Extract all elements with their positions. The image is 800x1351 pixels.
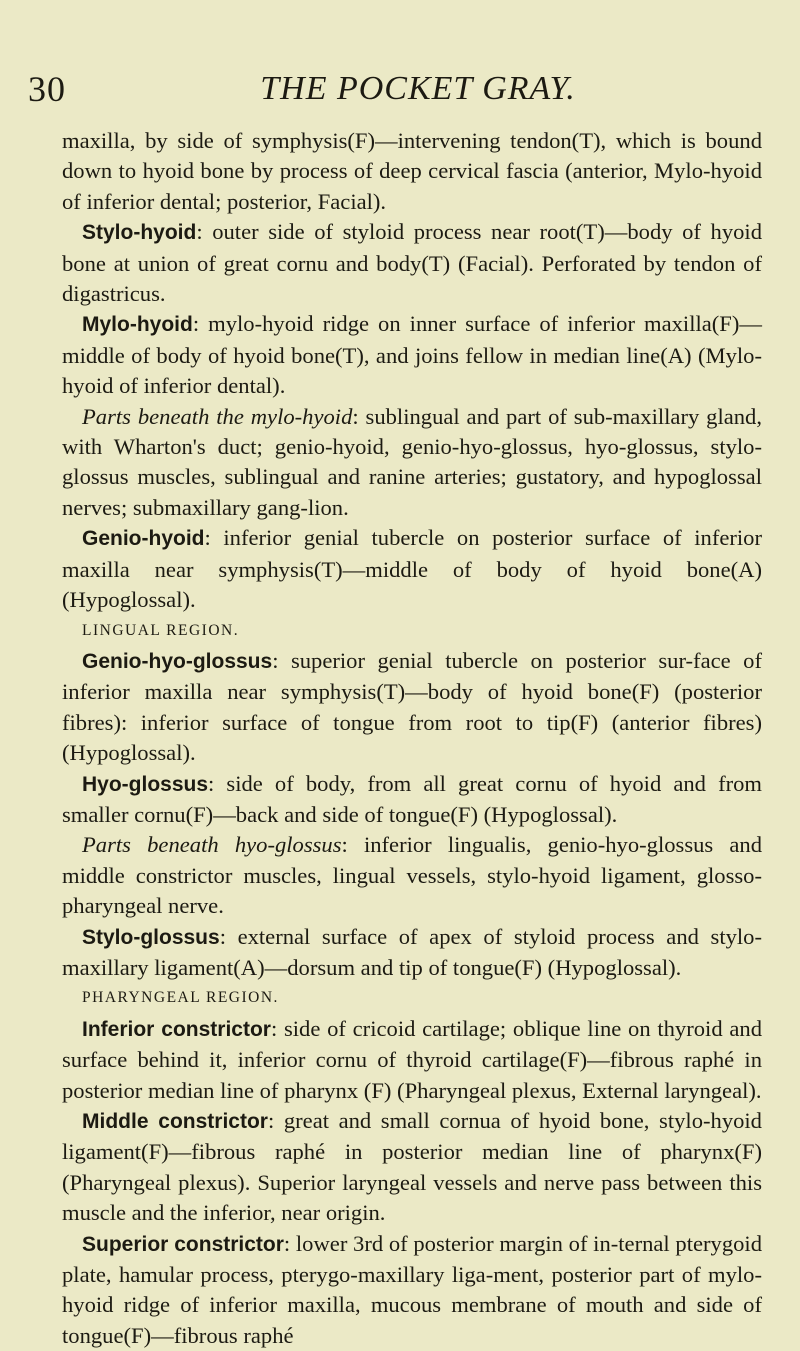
- entry-text: : inferior genial tubercle on posterior surface of inferior maxilla near symphysis(T)—middle of body of hyoid bone(A) (Hypoglossal).: [62, 525, 762, 613]
- muscle-entry: [62, 309, 762, 401]
- entry-text: : superior genial tubercle on posterior sur-face of inferior maxilla near symphysis(T)—body of hyoid bone(F) (posterior fibres): inferior surface of tongue from root to tip(F) (anterior fibres) (Hypoglossal).: [62, 647, 762, 766]
- entry-term: Genio-hyoid: [82, 527, 205, 551]
- entry-term: Hyo-glossus: [82, 772, 209, 796]
- body-text: [62, 126, 762, 1351]
- entry-term: Middle constrictor: [82, 1110, 268, 1133]
- muscle-entry: [62, 922, 762, 984]
- muscle-entry: [62, 1229, 762, 1351]
- entry-term: Inferior constrictor: [82, 1017, 271, 1041]
- entry-term: Stylo-glossus: [82, 925, 220, 949]
- entry-text: : mylo-hyoid ridge on inner surface of inferior maxilla(F)—middle of body of hyoid bone(T), and joins fellow in median line(A) (Mylo-hyoid of inferior dental).: [62, 311, 762, 399]
- entry-term: Superior constrictor: [82, 1232, 284, 1256]
- paragraph: [62, 126, 762, 217]
- muscle-entry: [62, 523, 762, 615]
- paragraph-text: maxilla, by side of symphysis(F)—intervening tendon(T), which is bound down to hyoid bone by process of deep cervical fascia (anterior, Mylo-hyoid of inferior dental; posterior, Facial).: [62, 128, 762, 214]
- entry-text: : outer side of styloid process near root(T)—body of hyoid bone at union of great cornu and body(T) (Facial). Perforated by tendon of digastricus.: [62, 219, 762, 307]
- note-lead: Parts beneath hyo-glossus: [82, 832, 342, 858]
- muscle-entry: [62, 1014, 762, 1106]
- note-entry: [62, 830, 762, 921]
- note-text: : inferior lingualis, genio-hyo-glossus and middle constrictor muscles, lingual vessels, stylo-hyoid ligament, glosso-pharyngeal nerve.: [62, 832, 762, 919]
- note-entry: [62, 402, 762, 524]
- entry-text: : external surface of apex of styloid process and stylo-maxillary ligament(A)—dorsum and tip of tongue(F) (Hypoglossal).: [62, 923, 762, 980]
- muscle-entry: [62, 1106, 762, 1229]
- muscle-entry: [62, 217, 762, 309]
- page-header: [28, 68, 768, 112]
- note-lead: Parts beneath the mylo-hyoid: [82, 403, 353, 429]
- entry-text: : side of cricoid cartilage; oblique line on thyroid and surface behind it, inferior cornu of thyroid cartilage(F)—fibrous raphé in posterior median line of pharynx (F) (Pharyngeal plexus, External laryngeal).: [62, 1015, 762, 1103]
- section-heading: PHARYNGEAL REGION.: [82, 989, 279, 1007]
- entry-text: : lower 3rd of posterior margin of in-ternal pterygoid plate, hamular process, pterygo-maxillary liga-ment, posterior part of mylo-hyoid ridge of inferior maxilla, mucous membrane of mouth and side of tongue(F)—fibrous raphé: [62, 1230, 762, 1348]
- entry-term: Stylo-hyoid: [82, 221, 197, 245]
- entry-text: : side of body, from all great cornu of hyoid and from smaller cornu(F)—back and side of tongue(F) (Hypoglossal).: [62, 770, 762, 827]
- note-text: : sublingual and part of sub-maxillary gland, with Wharton's duct; genio-hyoid, genio-hyo-glossus, hyo-glossus, stylo-glossus muscles, sublingual and ranine arteries; gustatory, and hypoglossal nerves; submaxillary gang-lion.: [62, 403, 762, 520]
- entry-text: : great and small cornua of hyoid bone, stylo-hyoid ligament(F)—fibrous raphé in posterior median line of pharynx(F) (Pharyngeal plexus). Superior laryngeal vessels and nerve pass between this muscle and the inferior, near origin.: [62, 1108, 762, 1226]
- entry-term: Genio-hyo-glossus: [82, 649, 273, 673]
- entry-term: Mylo-hyoid: [82, 313, 193, 337]
- running-title: THE POCKET GRAY.: [260, 70, 576, 107]
- page-number: 30: [28, 69, 66, 109]
- muscle-entry: [62, 769, 762, 831]
- muscle-entry: [62, 646, 762, 769]
- section-heading: LINGUAL REGION.: [82, 621, 240, 639]
